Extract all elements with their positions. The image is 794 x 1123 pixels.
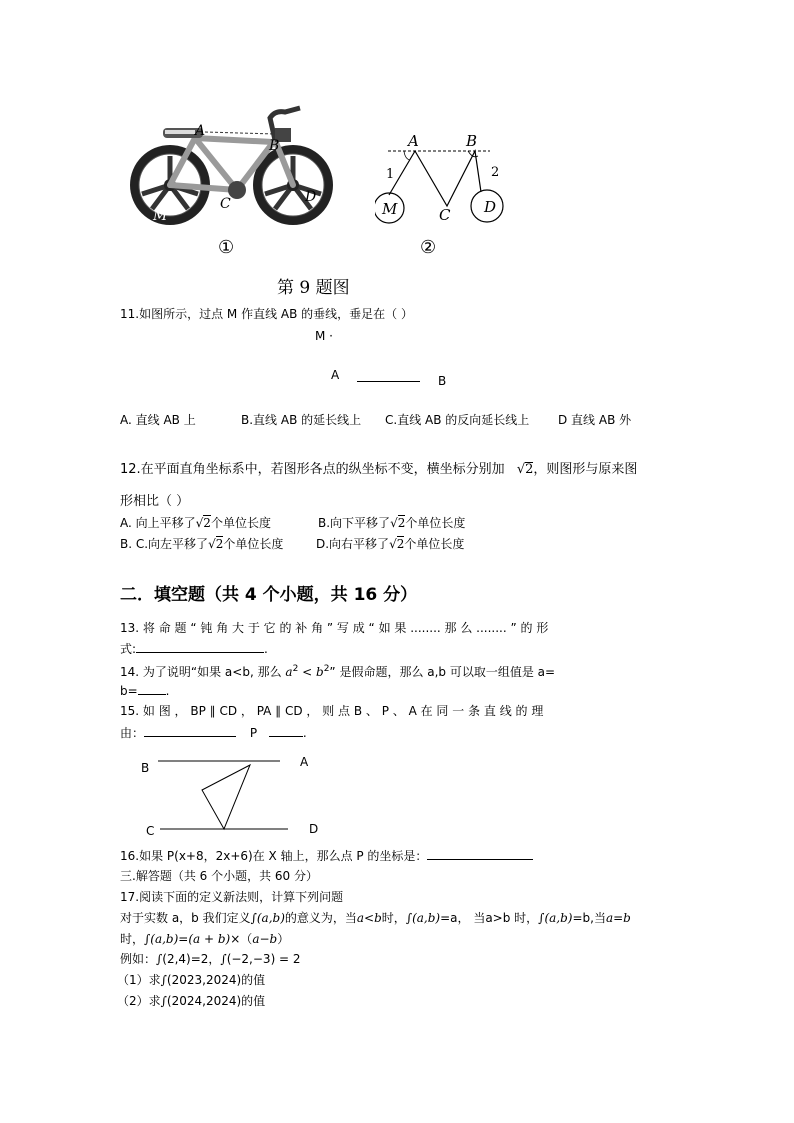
q17-int-2: ∫ bbox=[405, 911, 413, 925]
figure-sub-2: ② bbox=[420, 237, 437, 258]
q11-option-c: C.直线 AB 的反向延长线上 bbox=[385, 413, 530, 427]
diagram-label-2: 2 bbox=[491, 165, 500, 180]
q15-line2 bbox=[120, 724, 307, 742]
q12-sqrt: √2 bbox=[516, 462, 534, 477]
photo-label-a: A bbox=[195, 123, 206, 139]
q12-option-d bbox=[316, 536, 464, 553]
q11-option-d: D 直线 AB 外 bbox=[558, 413, 632, 427]
q13-line1: 13. 将 命 题 “ 钝 角 大 于 它 的 补 角 ” 写 成 “ 如 果 ........ 那 么 ........ ” 的 形 bbox=[120, 621, 549, 635]
q17-sub-1 bbox=[117, 972, 265, 989]
q12-stem-line1 bbox=[120, 461, 637, 479]
q17-int-5: ∫ bbox=[156, 952, 163, 966]
q17-def-a: 对于实数 a，b 我们定义 bbox=[120, 911, 251, 925]
q14-lt: < bbox=[298, 665, 316, 679]
q11-point-m-label: M bbox=[315, 329, 326, 343]
q13-line2 bbox=[120, 640, 268, 658]
q12-sqrt-num: 2 bbox=[525, 462, 534, 477]
diagram-label-1: 1 bbox=[386, 167, 395, 182]
q17-definition-line1 bbox=[120, 910, 631, 927]
q16-text: 16.如果 P(x+8，2x+6)在 X 轴上，那么点 P 的坐标是： bbox=[120, 849, 428, 863]
diagram-label-d: D bbox=[484, 198, 497, 216]
q17-int-7: ∫ bbox=[160, 973, 167, 987]
q15-line2-text: 由： bbox=[120, 726, 145, 740]
q14-part1: 14. 为了说明“如果 a<b, 那么 bbox=[120, 665, 282, 679]
q12-opt-c-sqrt: √2 bbox=[208, 537, 224, 551]
q12-opt-a-pre: A. 向上平移了 bbox=[120, 516, 196, 530]
q14-line2 bbox=[120, 682, 170, 700]
q17-a-lt-b: a<b bbox=[356, 911, 382, 925]
q12-stem-line2: 形相比（ ） bbox=[120, 494, 190, 509]
q17-int-8: ∫ bbox=[160, 994, 167, 1008]
photo-label-m: M bbox=[153, 208, 168, 224]
q11-option-a: A. 直线 AB 上 bbox=[120, 413, 196, 427]
q11-point-m-dot: · bbox=[325, 329, 333, 343]
q17-int-4: ∫ bbox=[144, 932, 151, 946]
q12-option-b bbox=[318, 515, 465, 532]
q17-sub2-arg: (2024,2024)的值 bbox=[166, 994, 266, 1008]
diagram-label-c: C bbox=[439, 206, 451, 224]
q12-stem-part1: 12.在平面直角坐标系中，若图形各点的纵坐标不变，横坐标分别加 bbox=[120, 462, 505, 477]
q17-ab-3: (a,b) bbox=[544, 911, 573, 925]
q14-line2-text: b= bbox=[120, 684, 138, 698]
q11-point-m bbox=[315, 328, 333, 345]
q17-int-1: ∫ bbox=[250, 911, 257, 925]
figure-caption: 第 9 题图 bbox=[277, 278, 350, 298]
q17-a-plus-b: (a + b) bbox=[188, 932, 231, 946]
q14-exp-a: 2 bbox=[292, 664, 299, 674]
q17-sub1-arg: (2023,2024)的值 bbox=[166, 973, 266, 987]
q15-fig-label-a: A bbox=[300, 755, 309, 769]
q12-opt-a-sqrt: √2 bbox=[195, 516, 211, 530]
q14-part2: ” 是假命题，那么 a,b 可以取一组值是 a= bbox=[329, 665, 556, 679]
photo-label-b: B bbox=[269, 138, 280, 154]
q17-ab-2: (a,b) bbox=[412, 911, 441, 925]
q14-math-a: a bbox=[285, 665, 293, 679]
q13-period: . bbox=[264, 642, 268, 656]
figure-sub-1: ① bbox=[218, 237, 235, 258]
q15-answer-blank-1[interactable] bbox=[144, 724, 236, 737]
bicycle-diagram bbox=[375, 128, 515, 228]
q12-opt-c-sqrt-num: 2 bbox=[215, 537, 224, 551]
q17-intro: 17.阅读下面的定义新法则，计算下列问题 bbox=[120, 890, 344, 904]
q17-sub2-label: （2）求 bbox=[117, 994, 161, 1008]
q15-line1: 15. 如 图 ， BP ∥ CD ， PA ∥ CD ， 则 点 B 、 P 、 A 在 同 一 条 直 线 的 理 bbox=[120, 704, 544, 718]
q11-option-b: B.直线 AB 的延长线上 bbox=[241, 413, 362, 427]
q17-def-e: =b,当 bbox=[572, 911, 606, 925]
q17-def-b: 的意义为，当 bbox=[284, 911, 357, 925]
q17-ab-4: (a,b) bbox=[150, 932, 179, 946]
q15-p-label: P bbox=[249, 726, 258, 740]
q16-answer-blank[interactable] bbox=[427, 847, 533, 860]
q17-a-minus-b: a−b bbox=[252, 932, 278, 946]
q15-fig-label-d: D bbox=[309, 822, 319, 836]
q11-segment-ab bbox=[357, 381, 420, 382]
q17-int-6: ∫ bbox=[220, 952, 227, 966]
q17-definition-line2 bbox=[120, 931, 289, 948]
q17-ex1: (2,4)=2， bbox=[162, 952, 221, 966]
q13-answer-blank[interactable] bbox=[136, 640, 264, 653]
q11-label-a: A bbox=[331, 368, 340, 382]
q17-def-h: ×（ bbox=[230, 932, 253, 946]
q13-line2-text: 式: bbox=[120, 642, 137, 656]
photo-label-c: C bbox=[220, 196, 231, 212]
q14-math-b: b bbox=[316, 665, 324, 679]
section-3-title: 三.解答题（共 6 个小题，共 60 分） bbox=[120, 869, 318, 883]
q17-a-eq-b: a=b bbox=[605, 911, 631, 925]
q12-option-a bbox=[120, 515, 271, 532]
q14-period: . bbox=[165, 684, 170, 698]
q11-stem: 11.如图所示，过点 M 作直线 AB 的垂线，垂足在（ ） bbox=[120, 307, 413, 321]
diagram-label-a: A bbox=[408, 132, 419, 150]
q17-ab-1: (a,b) bbox=[256, 911, 285, 925]
q12-opt-b-sqrt: √2 bbox=[390, 516, 406, 530]
q15-period: . bbox=[302, 726, 307, 740]
q12-opt-d-pre: D.向右平移了 bbox=[316, 537, 390, 551]
q17-def-i: ） bbox=[277, 932, 290, 946]
question-16 bbox=[120, 847, 533, 865]
q17-def-d: ， 当a>b 时， bbox=[457, 911, 539, 925]
q12-opt-b-pre: B.向下平移了 bbox=[318, 516, 391, 530]
q12-opt-a-post: 个单位长度 bbox=[210, 516, 271, 530]
q15-answer-blank-2[interactable] bbox=[269, 724, 303, 737]
q11-label-b: B bbox=[438, 374, 447, 388]
q12-option-c bbox=[120, 536, 283, 553]
q12-opt-d-post: 个单位长度 bbox=[404, 537, 465, 551]
q17-eq-a: =a bbox=[440, 911, 458, 925]
q14-exp-b: 2 bbox=[323, 664, 330, 674]
q12-opt-b-sqrt-num: 2 bbox=[397, 516, 406, 530]
q12-opt-a-sqrt-num: 2 bbox=[203, 516, 211, 530]
q12-opt-c-pre: B. C.向左平移了 bbox=[120, 537, 209, 551]
q17-int-3: ∫ bbox=[538, 911, 545, 925]
q15-fig-label-c: C bbox=[146, 824, 155, 838]
photo-label-d: D bbox=[305, 189, 317, 205]
section-2-title: 二．填空题（共 4 个小题，共 16 分） bbox=[120, 585, 418, 605]
q12-opt-c-post: 个单位长度 bbox=[223, 537, 284, 551]
diagram-label-m: M bbox=[382, 200, 398, 218]
q17-sub1-label: （1）求 bbox=[117, 973, 161, 987]
q12-opt-d-sqrt-num: 2 bbox=[396, 537, 405, 551]
q17-def-g: = bbox=[178, 932, 189, 946]
q12-opt-b-post: 个单位长度 bbox=[405, 516, 466, 530]
q12-stem-part2: ，则图形与原来图 bbox=[533, 462, 638, 477]
q17-def-c: 时， bbox=[381, 911, 406, 925]
q17-example-label: 例如： bbox=[120, 952, 157, 966]
q17-ex2: (−2,−3) = 2 bbox=[226, 952, 301, 966]
q14-line1 bbox=[120, 661, 555, 681]
q17-sub-2 bbox=[117, 993, 265, 1010]
q17-example bbox=[120, 951, 301, 968]
q12-opt-d-sqrt: √2 bbox=[389, 537, 405, 551]
bicycle-photo bbox=[125, 100, 340, 235]
q15-fig-label-b: B bbox=[141, 761, 150, 775]
q17-def-f: 时， bbox=[120, 932, 145, 946]
q14-answer-blank[interactable] bbox=[138, 682, 166, 695]
diagram-label-b: B bbox=[466, 132, 478, 150]
